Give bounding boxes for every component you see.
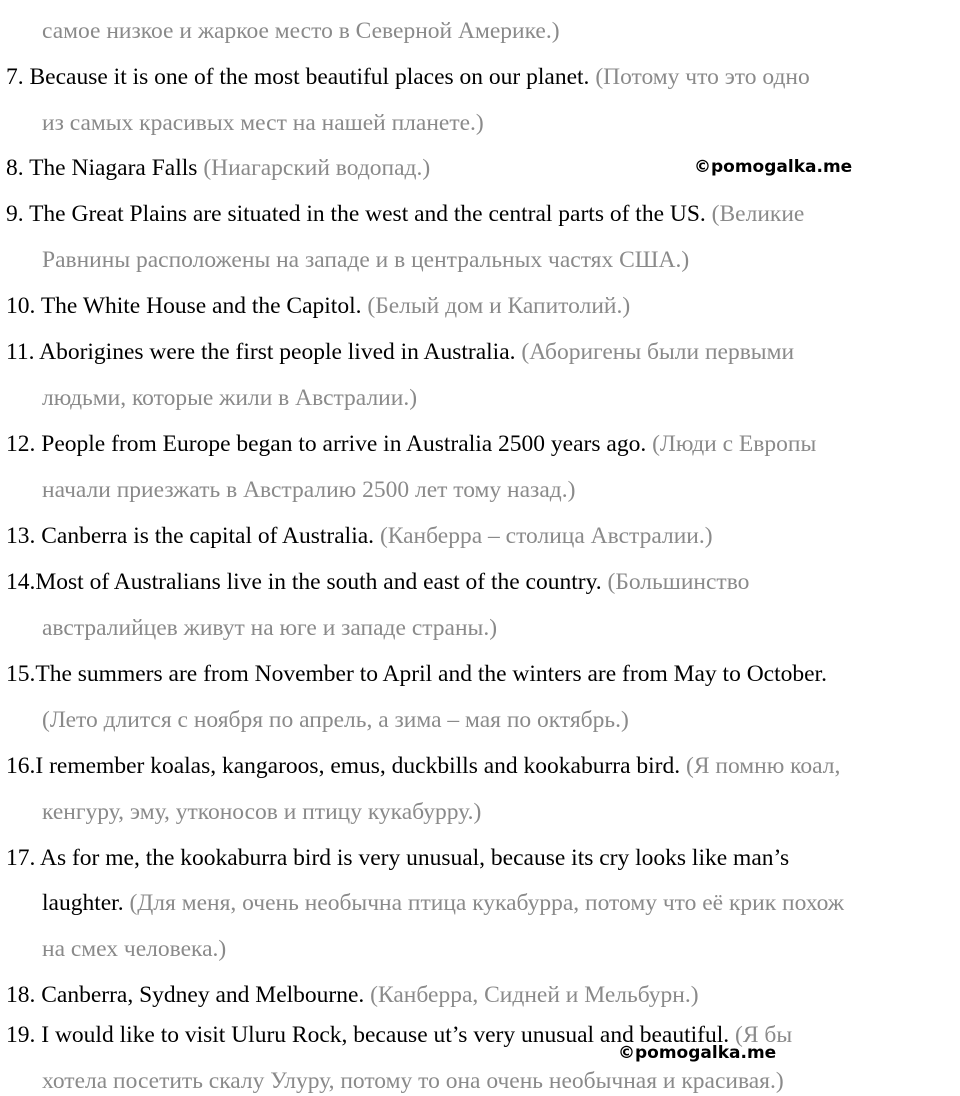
list-item xyxy=(6,843,789,873)
text-line xyxy=(42,383,417,413)
text-line xyxy=(42,797,481,827)
list-item xyxy=(6,199,804,229)
translation-text: хотела посетить скалу Улуру, потому то она очень необычная и красивая.) xyxy=(42,1068,784,1094)
item-number: 10. xyxy=(6,293,36,319)
list-item xyxy=(6,62,810,92)
text-line xyxy=(42,705,629,735)
translation-text: начали приезжать в Австралию 2500 лет тому назад.) xyxy=(42,477,576,503)
item-number: 19. xyxy=(6,1022,36,1048)
list-item xyxy=(6,291,630,321)
answer-text: Because it is one of the most beautiful places on our planet. xyxy=(29,64,590,90)
answer-text: I remember koalas, kangaroos, emus, duckbills and kookaburra bird. xyxy=(35,753,681,779)
answer-text: laughter. xyxy=(42,890,124,916)
answer-text: People from Europe began to arrive in Australia 2500 years ago. xyxy=(41,431,647,457)
list-item xyxy=(6,153,430,183)
list-item xyxy=(6,521,713,551)
translation-text: (Для меня, очень необычна птица кукабурра, потому что её крик похож xyxy=(129,890,844,916)
item-number: 16. xyxy=(6,753,36,779)
answer-text: The summers are from November to April and the winters are from May to October. xyxy=(35,661,827,687)
translation-text: австралийцев живут на юге и западе страны.) xyxy=(42,615,498,641)
translation-text: (Ниагарский водопад.) xyxy=(203,155,431,181)
item-number: 7. xyxy=(6,64,24,90)
item-number: 12. xyxy=(6,431,36,457)
item-number: 17. xyxy=(6,845,36,871)
translation-text: людьми, которые жили в Австралии.) xyxy=(42,385,418,411)
answer-text: Canberra, Sydney and Melbourne. xyxy=(41,982,365,1008)
answer-text: The White House and the Capitol. xyxy=(40,293,362,319)
translation-text: кенгуру, эму, утконосов и птицу кукабурру.) xyxy=(42,799,482,825)
text-line xyxy=(42,613,497,643)
text-line xyxy=(42,475,575,505)
list-item xyxy=(6,567,749,597)
translation-text: на смех человека.) xyxy=(42,936,227,962)
text-line xyxy=(42,888,844,918)
list-item xyxy=(6,659,827,689)
list-item xyxy=(6,337,794,367)
translation-text: из самых красивых мест на нашей планете.) xyxy=(42,110,484,136)
answer-text: Aborigines were the first people lived in Australia. xyxy=(39,339,516,365)
watermark: ©pomogalka.me xyxy=(618,1043,777,1063)
watermark: ©pomogalka.me xyxy=(694,157,853,177)
answer-text: The Niagara Falls xyxy=(29,155,198,181)
translation-text: Равнины расположены на западе и в центральных частях США.) xyxy=(42,247,690,273)
item-number: 11. xyxy=(6,339,35,365)
answer-text: I would like to visit Uluru Rock, because ut’s very unusual and beautiful. xyxy=(41,1022,730,1048)
translation-text: (Канберра – столица Австралии.) xyxy=(379,523,713,549)
translation-text: (Великие xyxy=(711,201,805,227)
translation-text: (Я бы xyxy=(735,1022,793,1048)
translation-text: (Белый дом и Капитолий.) xyxy=(367,293,631,319)
text-line xyxy=(42,16,560,46)
item-number: 9. xyxy=(6,201,24,227)
translation-text: (Аборигены были первыми xyxy=(521,339,795,365)
answer-text: Most of Australians live in the south and east of the country. xyxy=(35,569,602,595)
answer-text: The Great Plains are situated in the west and the central parts of the US. xyxy=(29,201,706,227)
text-line xyxy=(42,108,484,138)
item-number: 13. xyxy=(6,523,36,549)
item-number: 8. xyxy=(6,155,24,181)
answer-text: Canberra is the capital of Australia. xyxy=(41,523,375,549)
item-number: 14. xyxy=(6,569,36,595)
translation-text: (Люди с Европы xyxy=(652,431,817,457)
item-number: 15. xyxy=(6,661,36,687)
list-item xyxy=(6,751,840,781)
translation-text: (Лето длится с ноября по апрель, а зима – мая по октябрь.) xyxy=(42,707,629,733)
answer-text: As for me, the kookaburra bird is very unusual, because its cry looks like man’s xyxy=(39,845,790,871)
text-line xyxy=(42,1066,784,1096)
list-item xyxy=(6,429,816,459)
translation-text: самое низкое и жаркое место в Северной Америке.) xyxy=(42,18,560,44)
translation-text: (Канберра, Сидней и Мельбурн.) xyxy=(370,982,699,1008)
item-number: 18. xyxy=(6,982,36,1008)
translation-text: (Я помню коал, xyxy=(686,753,841,779)
translation-text: (Большинство xyxy=(607,569,750,595)
list-item xyxy=(6,980,699,1010)
text-line xyxy=(42,934,226,964)
text-line xyxy=(42,245,689,275)
translation-text: (Потому что это одно xyxy=(595,64,810,90)
